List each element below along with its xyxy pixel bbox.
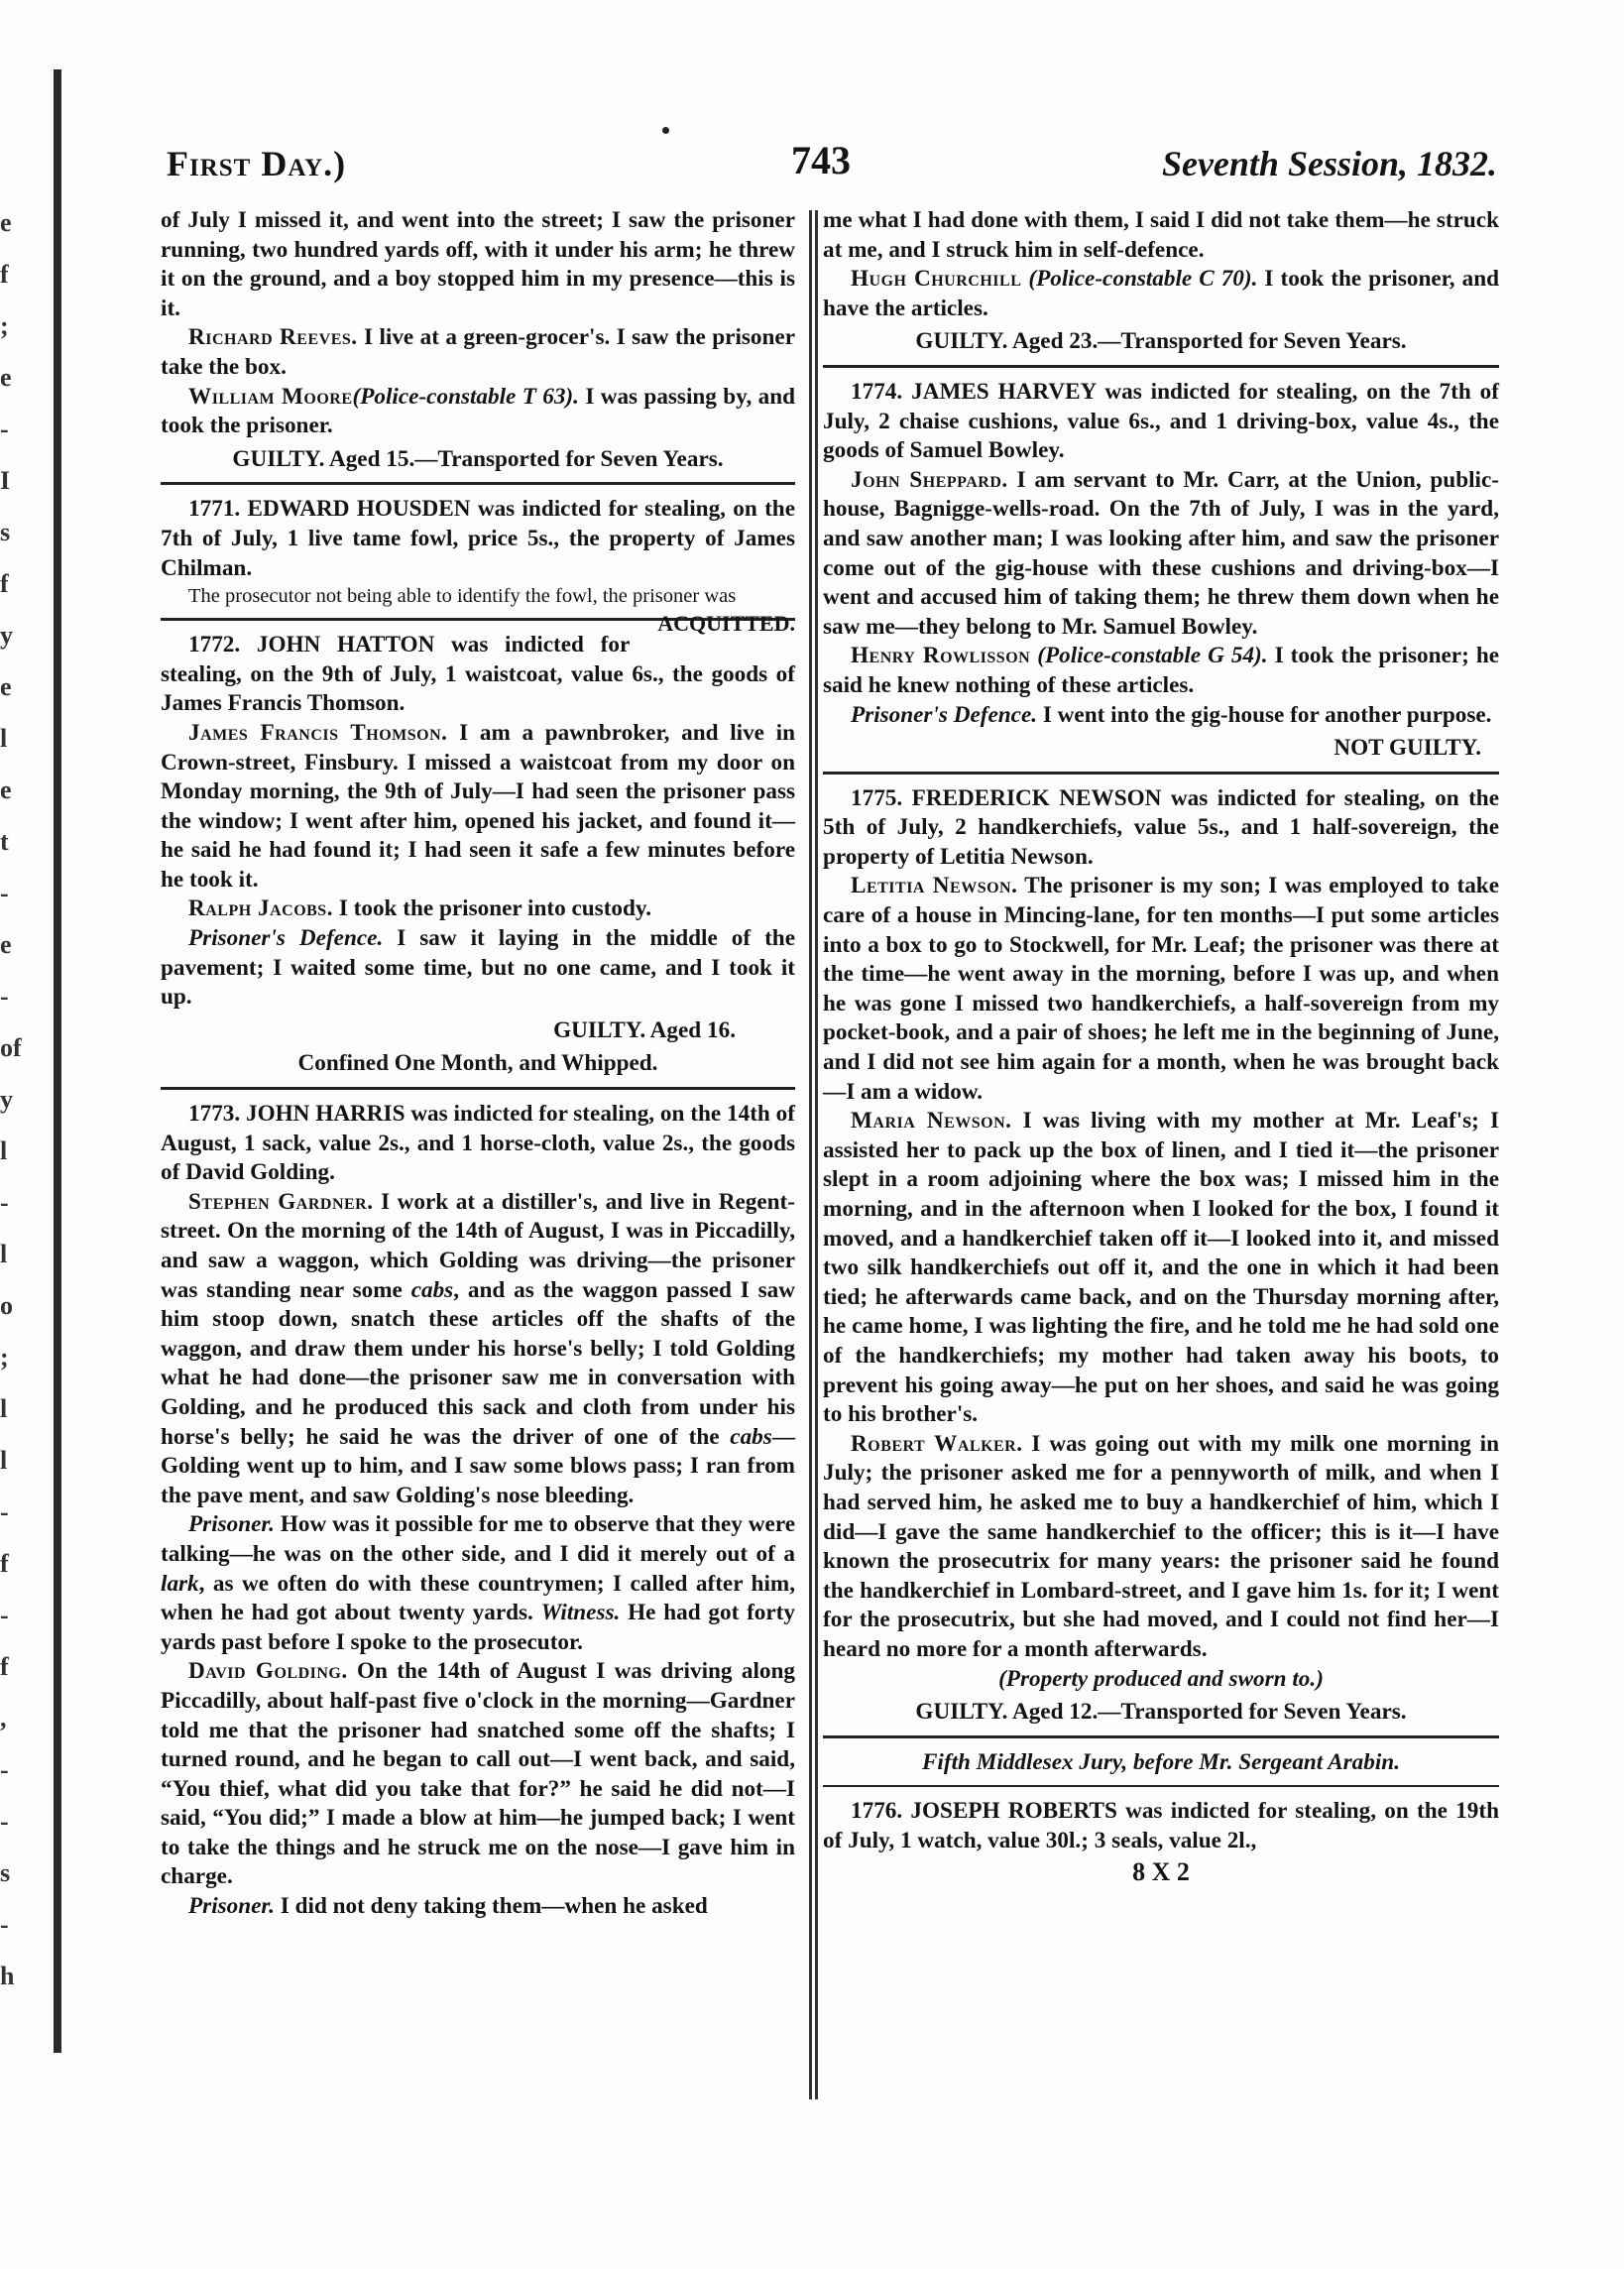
case-indictment: 1773. JOHN HARRIS was indicted for stealing, on the 14th of August, 1 sack, value 2s., and 1 horse-cloth, value 2s., the goods of David Golding. (161, 1101, 795, 1186)
note-text: The prosecutor not being able to identify the fowl, the prisoner was (188, 585, 737, 608)
page-header (167, 137, 1497, 186)
case-indictment: 1771. EDWARD HOUSDEN was indicted for stealing, on the 7th of July, 1 live tame fowl, price 5s., the property of James Chilman. (161, 496, 795, 581)
italic-word: lark (161, 1570, 199, 1597)
witness-name: John Sheppard. (851, 466, 1008, 493)
witness-name: Richard Reeves. (188, 324, 358, 351)
verdict: NOT GUILTY. (1334, 735, 1481, 762)
margin-fragment: - (0, 1910, 9, 1939)
verdict: GUILTY. Aged 12.—Transported for Seven Years. (915, 1699, 1407, 1726)
ink-dot (662, 127, 669, 134)
margin-fragment: l (0, 1446, 8, 1475)
jury-heading: Fifth Middlesex Jury, before Mr. Sergeant Arabin. (921, 1748, 1401, 1775)
testimony-text: The prisoner is my son; I was employed to take care of a house in Mincing-lane, for ten months—I put some articles into a box to go to Stockwell, for Mr. Leaf; the prisoner was there at the time—he went away in the morning, before I was up, and when he was gone I missed two handkerchiefs, a half-sovereign from my pocket-book, and a pair of shoes; he left me in the beginning of June, and I did not see him again for a month, when he was brought back—I am a widow. (823, 873, 1499, 1105)
case-indictment: 1774. JAMES HARVEY was indicted for stealing, on the 7th of July, 2 chaise cushions, value 6s., and 1 driving-box, value 4s., the goods of Samuel Bowley. (823, 378, 1499, 464)
testimony-text: I work at a distiller's, and live in Regent-street. On the morning of the 14th of August, I was in Piccadilly, and saw a waggon, which Golding was driving—the prisoner was standing near some (161, 1188, 795, 1303)
witness-name: James Francis Thomson. (188, 719, 448, 746)
defence-text: I went into the gig-house for another purpose. (1037, 701, 1492, 728)
margin-fragment: l (0, 1136, 8, 1165)
witness-name: Henry Rowlisson (851, 643, 1031, 669)
verdict: GUILTY. Aged 16. (553, 1016, 736, 1043)
italic-word: cabs (730, 1423, 772, 1450)
verdict: ACQUITTED. (657, 611, 795, 637)
statement-text: He had got forty yards past before I spoke to the prosecutor. (161, 1600, 795, 1655)
statement-text: I did not deny taking them—when he asked (274, 1893, 708, 1920)
case-divider (823, 1785, 1499, 1787)
header-session: Seventh Session, 1832. (1161, 144, 1497, 183)
testimony-text: , and as the waggon passed I saw him stoop down, snatch these articles off the shafts of the waggon, and draw them under his horse's belly; I told Golding what he had done—the prisoner saw me in conversation with Golding, and he produced this sack and cloth from under his horse's belly; he said he was the driver of one of the (161, 1276, 795, 1450)
witness-role: (Police-constable C 70). (1028, 266, 1258, 293)
left-column (161, 206, 795, 1922)
margin-fragment: - (0, 415, 9, 443)
margin-fragment: - (0, 1497, 9, 1526)
case-divider (823, 365, 1499, 368)
margin-fragment: - (0, 1188, 9, 1217)
case-divider (161, 1087, 795, 1090)
evidence-note: (Property produced and sworn to.) (998, 1665, 1324, 1692)
case-note (161, 583, 795, 637)
italic-word: cabs (410, 1276, 454, 1303)
witness-name: David Golding. (188, 1658, 348, 1685)
defence-label: Prisoner's Defence. (188, 925, 384, 952)
margin-fragment: f (0, 1652, 9, 1681)
margin-fragment: e (0, 208, 12, 237)
margin-fragment: f (0, 569, 9, 598)
prisoner-label: Prisoner. (188, 1511, 275, 1538)
margin-fragment: of (0, 1033, 22, 1062)
margin-fragment: e (0, 363, 12, 392)
witness-name: Hugh Churchill (851, 266, 1022, 293)
witness-role: (Police-constable T 63). (352, 383, 579, 410)
margin-fragment: t (0, 827, 9, 856)
testimony-text: I took the prisoner into custody. (333, 896, 652, 922)
margin-fragment: - (0, 982, 9, 1011)
signature-mark: 8 X 2 (1132, 1857, 1190, 1887)
margin-fragment: l (0, 724, 8, 753)
margin-fragment: s (0, 1858, 11, 1887)
defence-label: Prisoner's Defence. (851, 701, 1038, 728)
testimony-text: I am servant to Mr. Carr, at the Union, public-house, Bagnigge-wells-road. On the 7th of July, I was in the yard, and saw another man; I was looking after him, and saw the prisoner come out of the gig-house with these cushions and driving-box—I went and accused him of taking them; he threw them down when he saw me—they belong to Mr. Samuel Bowley. (823, 466, 1500, 640)
witness-name: Letitia Newson. (851, 873, 1018, 899)
testimony-text: I took the prisoner; he said he knew nothing of these articles. (823, 643, 1500, 698)
testimony (823, 466, 1499, 643)
testimony-text: I am a pawnbroker, and live in Crown-street, Finsbury. I missed a waistcoat from my door on Monday morning, the 9th of July—I had seen the prisoner pass the window; I went after him, opened his jacket, and found it—he said he had found it; I had seen it safe a few minutes before he took it. (161, 719, 796, 893)
witness-name: William Moore (188, 383, 353, 410)
margin-fragment: o (0, 1291, 13, 1320)
margin-fragment: - (0, 1601, 9, 1629)
margin-fragment: s (0, 518, 11, 546)
witness-label: Witness. (540, 1600, 621, 1626)
case-indictment: 1775. FREDERICK NEWSON was indicted for stealing, on the 5th of July, 2 handkerchiefs, value 5s., and 1 half-sovereign, the property of Letitia Newson. (823, 784, 1499, 870)
case-indictment: 1776. JOSEPH ROBERTS was indicted for stealing, on the 19th of July, 1 watch, value 30l.; 3 seals, value 2l., (823, 1798, 1499, 1853)
prisoner-statement (161, 1510, 795, 1657)
margin-fragment: I (0, 466, 11, 495)
margin-fragment: y (0, 621, 13, 650)
defence (161, 924, 795, 1013)
testimony (823, 1430, 1499, 1665)
testimony (161, 323, 795, 382)
testimony-text: I took the prisoner, and have the articles. (823, 266, 1499, 321)
margin-fragment: f (0, 260, 9, 289)
defence (823, 701, 1499, 731)
margin-fragment: e (0, 776, 12, 804)
testimony (823, 265, 1499, 323)
testimony-text: On the 14th of August I was driving along Piccadilly, about half-past five o'clock in the morning—Gardner told me that the prisoner had snatched some off the shafts; I turned round, and he began to call out—I went back, and said, “You thief, what did you take that for?” he said he did not—I said, “You did;” I made a blow at him—he jumped back; I went to take the things and he struck me on the nose—I gave him in charge. (161, 1658, 795, 1890)
testimony (161, 895, 795, 924)
case-indictment: 1772. JOHN HATTON was indicted for stealing, on the 9th of July, 1 waistcoat, value 6s., the goods of James Francis Thomson. (161, 632, 795, 717)
testimony (161, 1657, 795, 1892)
margin-fragment: l (0, 1240, 8, 1268)
margin-fragment: y (0, 1085, 13, 1114)
witness-name: Maria Newson. (851, 1108, 1012, 1134)
statement-text: How was it possible for me to observe that they were talking—he was on the other side, and I did it merely out of a (161, 1511, 795, 1567)
margin-fragment: , (0, 1704, 7, 1732)
margin-fragment: e (0, 930, 12, 959)
testimony-text: I live at a green-grocer's. I saw the prisoner take the box. (161, 324, 795, 380)
testimony (823, 872, 1499, 1107)
margin-fragment: f (0, 1549, 9, 1578)
page-number: 743 (791, 138, 851, 182)
case-divider (161, 482, 795, 485)
right-column (823, 206, 1499, 1887)
binding-edge (54, 69, 61, 2053)
margin-fragment: l (0, 1394, 8, 1423)
testimony (823, 642, 1499, 700)
witness-name: Stephen Gardner. (188, 1188, 374, 1215)
column-rule (815, 210, 818, 2099)
header-day: First Day.) (167, 144, 347, 183)
margin-fragment: - (0, 1807, 9, 1836)
case-divider (823, 772, 1499, 775)
sentence: Confined One Month, and Whipped. (297, 1050, 658, 1077)
paragraph: of July I missed it, and went into the street; I saw the prisoner running, two hundred yards off, with it under his arm; he threw it on the ground, and a boy stopped him in my presence—this is it. (161, 207, 795, 321)
testimony (161, 719, 795, 896)
witness-name: Ralph Jacobs. (188, 896, 334, 922)
testimony-text: I was going out with my milk one morning in July; the prisoner asked me for a pennyworth of milk, and when I had served him, he asked me to buy a handkerchief of him, which I did—I gave the same handkerchief to the officer; this is it—I have known the prosecutrix for many years: the prisoner said he found the handkerchief in Lombard-street, and I gave him 1s. for it; I went for the prosecutrix, but she had moved, and I could not find her—I heard no more for a month afterwards. (823, 1430, 1499, 1662)
margin-fragment: e (0, 672, 12, 701)
case-divider (823, 1735, 1499, 1738)
testimony-text: —Golding went up to him, and I saw some blows pass; I ran from the pave ment, and saw Golding's nose bleeding. (161, 1423, 795, 1508)
defence-text: I saw it laying in the middle of the pavement; I waited some time, but no one came, and I took it up. (161, 925, 795, 1011)
verdict: GUILTY. Aged 23.—Transported for Seven Years. (915, 328, 1407, 355)
testimony (161, 1188, 795, 1511)
prisoner-label: Prisoner. (188, 1893, 275, 1920)
verdict: GUILTY. Aged 15.—Transported for Seven Years. (232, 445, 724, 472)
margin-fragment: ; (0, 1343, 9, 1372)
margin-fragment: - (0, 1755, 9, 1784)
testimony (823, 1107, 1499, 1430)
statement-text: , as we often do with these countrymen; I called after him, when he had got about twenty yards. (161, 1570, 795, 1626)
witness-role: (Police-constable G 54). (1037, 643, 1268, 669)
paragraph: me what I had done with them, I said I did not take them—he struck at me, and I struck him in self-defence. (823, 207, 1499, 263)
testimony (161, 383, 795, 441)
margin-fragment: ; (0, 311, 9, 340)
witness-name: Robert Walker. (851, 1430, 1023, 1457)
testimony-text: I was living with my mother at Mr. Leaf's; I assisted her to pack up the box of linen, and I tied it—the prisoner slept in a room adjoining where the box was; I missed him in the morning, and in the afternoon when I looked for the box, I found it moved, and a handkerchief taken off it—I looked into it, and missed two silk handkerchiefs out off it, and the one in which it had been tied; he afterwards came back, and on the Thursday morning after, he came home, I was lighting the fire, and he told me he had sold one of the handkerchiefs; my mother had taken away his boots, to prevent his going away—he put on her shoes, and said he was going to his brother's. (823, 1108, 1499, 1428)
column-rule (809, 210, 812, 2099)
prisoner-statement (161, 1892, 795, 1922)
margin-fragment: h (0, 1962, 15, 1990)
testimony-text: I was passing by, and took the prisoner. (161, 383, 795, 439)
margin-fragment: - (0, 879, 9, 907)
